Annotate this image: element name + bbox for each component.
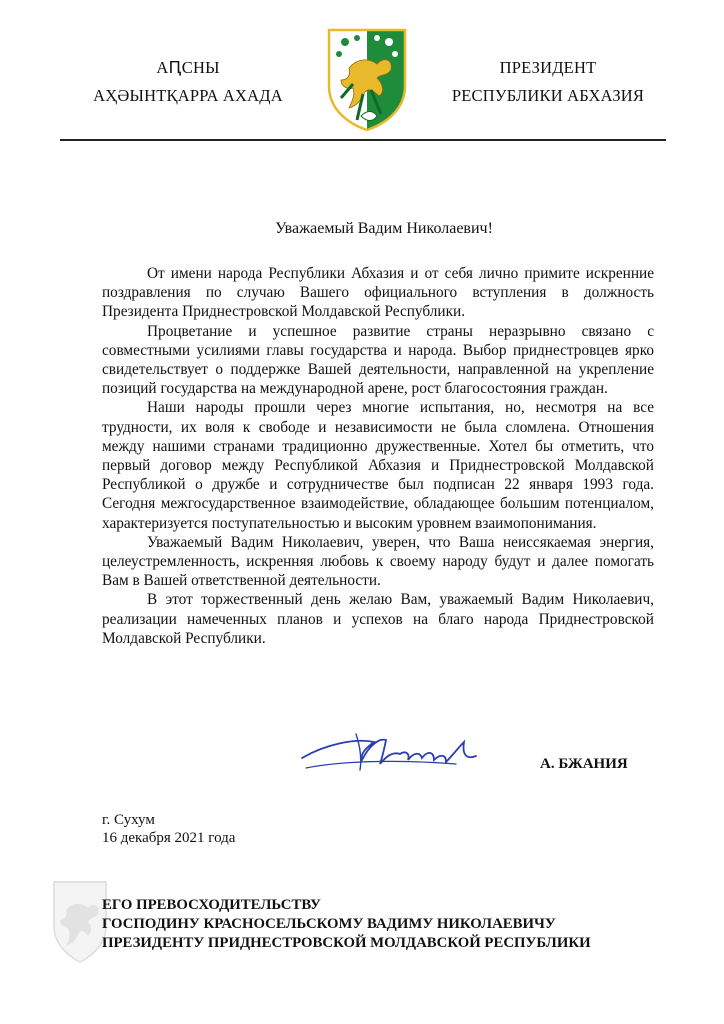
header-left: [78, 54, 298, 110]
letter-paragraph: Процветание и успешное развитие страны неразрывно связано с совместными усилиями главы государства и народа. Выбор приднестровцев ярко свидетельствует о поддержке Вашей деятельности, направленной на укрепление позиций государства на международной арене, рост благосостояния граждан.: [102, 322, 654, 398]
addressee-line2: ГОСПОДИНУ КРАСНОСЕЛЬСКОМУ ВАДИМУ НИКОЛАЕВИЧУ: [102, 916, 556, 932]
letter-paragraph: От имени народа Республики Абхазия и от себя лично примите искренние поздравления по случаю Вашего официального вступления в должность Президента Приднестровской Молдавской Республики.: [102, 265, 654, 321]
letter-greeting: Уважаемый Вадим Николаевич!: [275, 220, 493, 237]
header-right-line1: ПРЕЗИДЕНТ: [499, 58, 597, 77]
addressee-block: [102, 896, 672, 953]
letter-paragraph: В этот торжественный день желаю Вам, уважаемый Вадим Николаевич, реализации намеченных планов и успехов на благо народа Приднестровской Молдавской Республики.: [102, 591, 654, 647]
letter-paragraph: Уважаемый Вадим Николаевич, уверен, что Ваша неиссякаемая энергия, целеустремленность, искренняя любовь к своему народу будут и далее помогать Вам в Вашей ответственной деятельности.: [102, 533, 654, 590]
header-left-line1: АԤСНЫ: [156, 58, 220, 77]
signatory-name: А. БЖАНИЯ: [540, 756, 628, 772]
header-right-line2: РЕСПУБЛИКИ АБХАЗИЯ: [451, 86, 645, 105]
addressee-line3: ПРЕЗИДЕНТУ ПРИДНЕСТРОВСКОЙ МОЛДАВСКОЙ РЕСПУБЛИКИ: [102, 935, 591, 951]
letter-date: 16 декабря 2021 года: [102, 830, 236, 846]
coat-of-arms-icon: [327, 28, 407, 132]
header-right: [418, 54, 678, 110]
header-left-line2: АҲӘЫНТҚАРРА АХАДА: [93, 86, 283, 105]
header-rule: [60, 139, 666, 141]
handwritten-signature: [296, 724, 486, 776]
letter-place: г. Сухум: [102, 812, 155, 828]
emblem-watermark-icon: [52, 880, 108, 964]
letter-body: [102, 264, 654, 648]
addressee-line1: ЕГО ПРЕВОСХОДИТЕЛЬСТВУ: [102, 897, 321, 913]
letter-paragraph: Наши народы прошли через многие испытания, но, несмотря на все трудности, их воля к свободе и независимости не была сломлена. Отношения между нашими странами традиционно дружественные. Хотел бы отметить, что первый договор между Республикой Абхазия и Приднестровской Молдавской Республикой о дружбе и сотрудничестве был подписан 22 января 1993 года. Сегодня межгосударственное взаимодействие, обладающее большим потенциалом, характеризуется поступательностью и высоким уровнем взаимопонимания.: [102, 399, 654, 532]
